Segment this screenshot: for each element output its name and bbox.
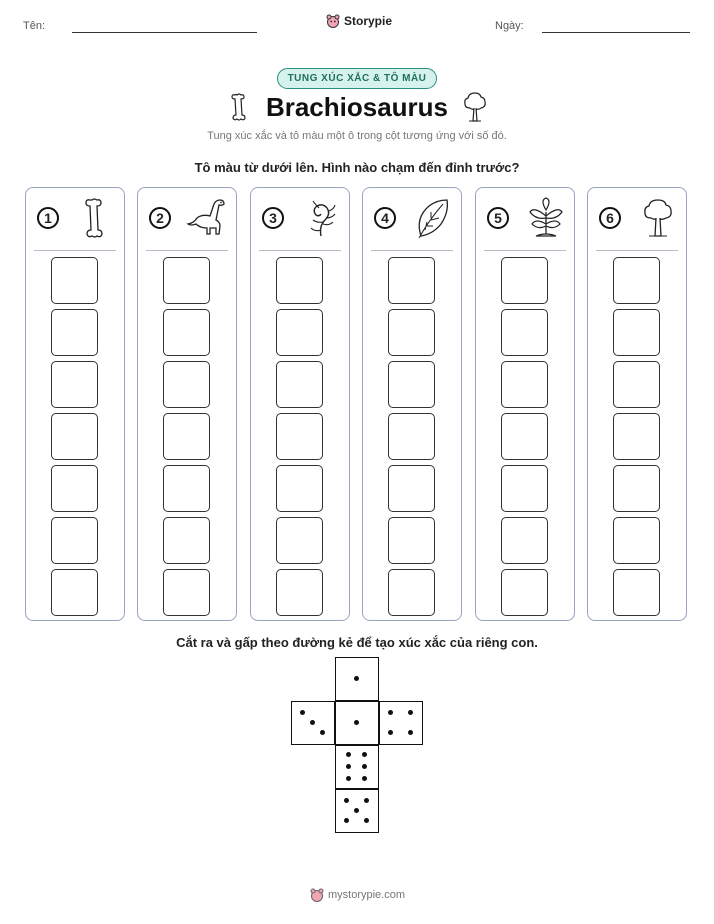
column-divider bbox=[146, 250, 228, 251]
brand-name: Storypie bbox=[344, 14, 393, 28]
color-cell[interactable] bbox=[163, 465, 210, 512]
color-cell[interactable] bbox=[501, 569, 548, 616]
color-cell[interactable] bbox=[388, 309, 435, 356]
footer-site: mystorypie.com bbox=[328, 889, 406, 901]
color-cell[interactable] bbox=[613, 309, 660, 356]
color-cell[interactable] bbox=[276, 465, 323, 512]
column-1 bbox=[25, 187, 125, 621]
color-cell[interactable] bbox=[51, 569, 98, 616]
column-number: 3 bbox=[262, 207, 284, 229]
instruction-top: Tô màu từ dưới lên. Hình nào chạm đến đỉnh trước? bbox=[194, 160, 520, 175]
die-face-4 bbox=[379, 701, 423, 745]
color-cell[interactable] bbox=[388, 517, 435, 564]
die-pip bbox=[346, 764, 351, 769]
die-face-6 bbox=[335, 745, 379, 789]
page-subtitle: Tung xúc xắc và tô màu một ô trong cột tương ứng với số đó. bbox=[207, 130, 507, 142]
column-divider bbox=[596, 250, 678, 251]
color-cell[interactable] bbox=[276, 361, 323, 408]
page-title: Brachiosaurus bbox=[265, 92, 449, 122]
die-pip bbox=[346, 752, 351, 757]
die-pip bbox=[388, 710, 393, 715]
column-number: 1 bbox=[37, 207, 59, 229]
tree-icon bbox=[636, 196, 680, 240]
color-cell[interactable] bbox=[276, 413, 323, 460]
column-divider bbox=[484, 250, 566, 251]
column-number: 5 bbox=[487, 207, 509, 229]
color-cell[interactable] bbox=[613, 257, 660, 304]
column-6 bbox=[587, 187, 687, 621]
die-pip bbox=[344, 818, 349, 823]
color-cell[interactable] bbox=[501, 309, 548, 356]
color-cell[interactable] bbox=[613, 465, 660, 512]
column-number: 4 bbox=[374, 207, 396, 229]
color-cell[interactable] bbox=[388, 465, 435, 512]
die-pip bbox=[388, 730, 393, 735]
brand-logo bbox=[326, 14, 392, 28]
color-cell[interactable] bbox=[163, 257, 210, 304]
column-4 bbox=[362, 187, 462, 621]
name-label: Tên: bbox=[23, 20, 46, 32]
color-cell[interactable] bbox=[51, 465, 98, 512]
column-divider bbox=[371, 250, 453, 251]
plant-icon bbox=[524, 196, 568, 240]
color-cell[interactable] bbox=[276, 309, 323, 356]
dinosaur-icon bbox=[186, 196, 230, 240]
color-cell[interactable] bbox=[501, 465, 548, 512]
bone-icon bbox=[74, 196, 118, 240]
color-cell[interactable] bbox=[51, 361, 98, 408]
color-cell[interactable] bbox=[163, 569, 210, 616]
activity-badge: TUNG XÚC XẮC & TÔ MÀU bbox=[277, 68, 438, 89]
die-face-1 bbox=[335, 657, 379, 701]
color-cell[interactable] bbox=[613, 569, 660, 616]
die-pip bbox=[362, 764, 367, 769]
die-pip bbox=[310, 720, 315, 725]
die-pip bbox=[354, 720, 359, 725]
storypie-mascot-icon bbox=[326, 14, 340, 28]
color-cell[interactable] bbox=[276, 517, 323, 564]
color-cell[interactable] bbox=[276, 569, 323, 616]
color-cell[interactable] bbox=[51, 413, 98, 460]
column-5 bbox=[475, 187, 575, 621]
color-cell[interactable] bbox=[501, 361, 548, 408]
die-pip bbox=[408, 730, 413, 735]
color-cell[interactable] bbox=[613, 413, 660, 460]
die-pip bbox=[362, 752, 367, 757]
column-3 bbox=[250, 187, 350, 621]
column-number: 2 bbox=[149, 207, 171, 229]
die-face-3 bbox=[291, 701, 335, 745]
column-number: 6 bbox=[599, 207, 621, 229]
die-pip bbox=[346, 776, 351, 781]
color-cell[interactable] bbox=[388, 257, 435, 304]
die-pip bbox=[408, 710, 413, 715]
color-cell[interactable] bbox=[388, 569, 435, 616]
date-line[interactable] bbox=[542, 32, 690, 33]
color-cell[interactable] bbox=[51, 517, 98, 564]
color-cell[interactable] bbox=[613, 361, 660, 408]
color-cell[interactable] bbox=[276, 257, 323, 304]
color-cell[interactable] bbox=[163, 413, 210, 460]
die-face-5 bbox=[335, 789, 379, 833]
color-cell[interactable] bbox=[388, 361, 435, 408]
color-cell[interactable] bbox=[51, 257, 98, 304]
die-pip bbox=[364, 818, 369, 823]
leaf-icon bbox=[411, 196, 455, 240]
footer bbox=[310, 888, 405, 902]
color-cell[interactable] bbox=[501, 517, 548, 564]
date-label: Ngày: bbox=[495, 20, 524, 32]
die-pip bbox=[300, 710, 305, 715]
color-cell[interactable] bbox=[163, 517, 210, 564]
die-pip bbox=[344, 798, 349, 803]
name-line[interactable] bbox=[72, 32, 257, 33]
color-cell[interactable] bbox=[501, 257, 548, 304]
die-face-1 bbox=[335, 701, 379, 745]
die-pip bbox=[320, 730, 325, 735]
color-cell[interactable] bbox=[163, 309, 210, 356]
column-divider bbox=[259, 250, 341, 251]
storypie-mascot-icon bbox=[310, 888, 324, 902]
fern-icon bbox=[299, 196, 343, 240]
die-pip bbox=[354, 676, 359, 681]
die-pip bbox=[354, 808, 359, 813]
color-cell[interactable] bbox=[51, 309, 98, 356]
color-cell[interactable] bbox=[501, 413, 548, 460]
die-pip bbox=[362, 776, 367, 781]
color-cell[interactable] bbox=[388, 413, 435, 460]
color-cell[interactable] bbox=[163, 361, 210, 408]
instruction-bottom: Cắt ra và gấp theo đường kẻ để tạo xúc xắc của riêng con. bbox=[176, 635, 538, 650]
column-divider bbox=[34, 250, 116, 251]
tree-icon bbox=[462, 90, 488, 124]
color-cell[interactable] bbox=[613, 517, 660, 564]
die-pip bbox=[364, 798, 369, 803]
column-2 bbox=[137, 187, 237, 621]
